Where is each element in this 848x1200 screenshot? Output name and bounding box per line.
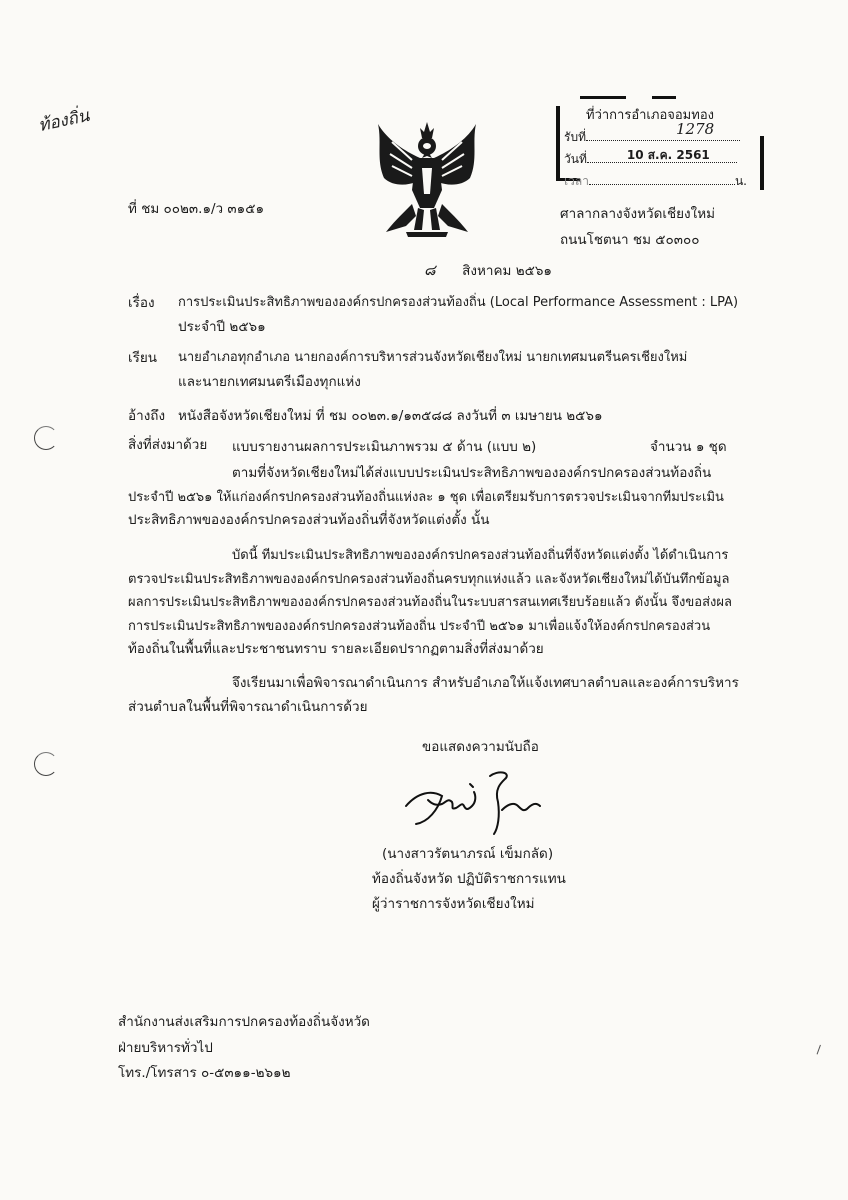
enclosure-quantity: จำนวน ๑ ชุด <box>650 439 727 455</box>
subject-label: เรื่อง <box>128 295 155 311</box>
paragraph-line: ตรวจประเมินประสิทธิภาพขององค์กรปกครองส่วนท้องถิ่นครบทุกแห่งแล้ว และจังหวัดเชียงใหม่ได้บันทึกข้อมูล <box>128 571 730 587</box>
date-day: ๘ <box>424 261 436 279</box>
subject-line1: การประเมินประสิทธิภาพขององค์กรปกครองส่วนท้องถิ่น (Local Performance Assessment : LPA) <box>178 295 739 310</box>
paragraph-line: ตามที่จังหวัดเชียงใหม่ได้ส่งแบบประเมินประสิทธิภาพขององค์กรปกครองส่วนท้องถิ่น <box>232 465 712 481</box>
scan-mark <box>817 1045 829 1057</box>
stamp-received-label: รับที่ <box>564 130 586 144</box>
reference-number: ที่ ชม ๐๐๒๓.๑/ว ๓๑๕๑ <box>128 201 265 217</box>
stamp-date-row <box>564 148 737 169</box>
enclosure-text: แบบรายงานผลการประเมินภาพรวม ๕ ด้าน (แบบ ๒) <box>232 439 537 455</box>
subject-line2: ประจำปี ๒๕๖๑ <box>178 319 266 335</box>
address-line1: ศาลากลางจังหวัดเชียงใหม่ <box>560 206 716 222</box>
body-paragraph-2 <box>128 544 732 662</box>
paragraph-line: การประเมินประสิทธิภาพขององค์กรปกครองส่วนท้องถิ่น ประจำปี ๒๕๖๑ มาเพื่อแจ้งให้องค์กรปกครองส่วน <box>128 618 711 634</box>
paragraph-line: ประจำปี ๒๕๖๑ ให้แก่องค์กรปกครองส่วนท้องถิ่นแห่งละ ๑ ชุด เพื่อเตรียมรับการตรวจประเมินจากทีมประเมิน <box>128 489 724 505</box>
garuda-seal-icon <box>372 120 482 238</box>
footer-office: สำนักงานส่งเสริมการปกครองท้องถิ่นจังหวัด <box>118 1014 370 1030</box>
to-line1: นายอำเภอทุกอำเภอ นายกองค์การบริหารส่วนจังหวัดเชียงใหม่ นายกเทศมนตรีนครเชียงใหม่ <box>178 350 688 365</box>
footer-section: ฝ่ายบริหารทั่วไป <box>118 1040 213 1056</box>
signature-icon <box>398 766 558 838</box>
body-paragraph-3 <box>128 672 739 719</box>
to-line2: และนายกเทศมนตรีเมืองทุกแห่ง <box>178 374 361 390</box>
paragraph-line: ประสิทธิภาพขององค์กรปกครองส่วนท้องถิ่นที่จังหวัดแต่งตั้ง นั้น <box>128 512 490 528</box>
receiving-stamp <box>556 96 764 192</box>
paragraph-line: ผลการประเมินประสิทธิภาพขององค์กรปกครองส่วนท้องถิ่นในระบบสารสนเทศเรียบร้อยแล้ว ดังนั้น จึงขอส่งผล <box>128 595 732 610</box>
signer-name: (นางสาวรัตนาภรณ์ เข็มกลัด) <box>382 846 554 862</box>
stamp-received-row <box>564 120 740 147</box>
address-line2: ถนนโชตนา ชม ๕๐๓๐๐ <box>560 232 700 248</box>
stamp-time-unit: น. <box>734 174 747 188</box>
enclosure-label: สิ่งที่ส่งมาด้วย <box>128 437 208 453</box>
signer-position-1: ท้องถิ่นจังหวัด ปฏิบัติราชการแทน <box>372 871 566 887</box>
reference-label: อ้างถึง <box>128 408 166 424</box>
binder-hole-icon <box>34 426 58 450</box>
signer-position-2: ผู้ว่าราชการจังหวัดเชียงใหม่ <box>372 896 535 912</box>
paragraph-line: ส่วนตำบลในพื้นที่พิจารณาดำเนินการด้วย <box>128 698 368 715</box>
stamp-time-label: เวลา <box>564 174 589 188</box>
body-paragraph-1 <box>128 462 724 533</box>
paragraph-line: จึงเรียนมาเพื่อพิจารณาดำเนินการ สำหรับอำเภอให้แจ้งเทศบาลตำบลและองค์การบริหาร <box>232 675 739 691</box>
stamp-time-row <box>564 172 747 191</box>
stamp-office: ที่ว่าการอำเภอจอมทอง <box>586 108 714 123</box>
footer-phone: โทร./โทรสาร ๐-๕๓๑๑-๒๖๑๒ <box>118 1065 291 1081</box>
paragraph-line: บัดนี้ ทีมประเมินประสิทธิภาพขององค์กรปกครองส่วนท้องถิ่นที่จังหวัดแต่งตั้ง ได้ดำเนินการ <box>232 548 729 563</box>
date-month-year: สิงหาคม ๒๕๖๑ <box>462 263 552 279</box>
stamp-date-label: วันที่ <box>564 152 587 166</box>
binder-hole-icon <box>34 752 58 776</box>
margin-handwritten-note: ท้องถิ่น <box>36 105 92 137</box>
stamp-date-value: 10 ส.ค. 2561 <box>626 148 710 162</box>
stamp-received-no: 1278 <box>675 120 715 138</box>
to-label: เรียน <box>128 350 158 366</box>
letter-date <box>424 261 552 280</box>
paragraph-line: ท้องถิ่นในพื้นที่และประชาชนทราบ รายละเอียดปรากฏตามสิ่งที่ส่งมาด้วย <box>128 641 544 657</box>
reference-text: หนังสือจังหวัดเชียงใหม่ ที่ ชม ๐๐๒๓.๑/๑๓๕๘๘ ลงวันที่ ๓ เมษายน ๒๕๖๑ <box>178 408 603 424</box>
closing-salutation: ขอแสดงความนับถือ <box>422 739 539 755</box>
